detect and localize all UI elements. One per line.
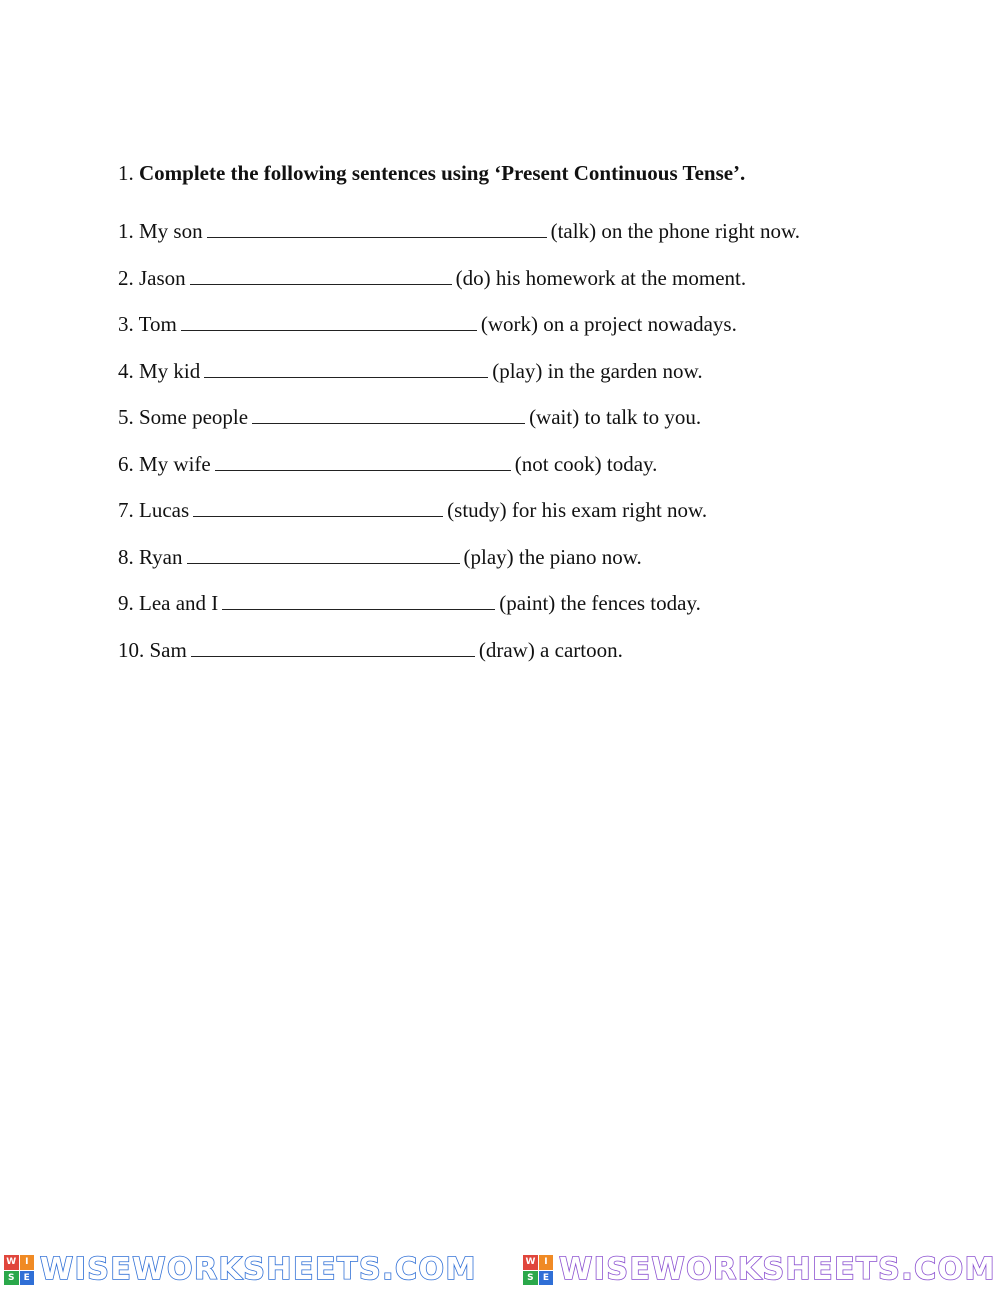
footer-banner bbox=[0, 1252, 1000, 1288]
logo-letter: I bbox=[20, 1255, 35, 1270]
question-3 bbox=[118, 310, 958, 338]
logo-letter: E bbox=[539, 1271, 554, 1286]
answer-blank-5[interactable] bbox=[252, 404, 525, 424]
logo-squares-icon bbox=[4, 1255, 34, 1285]
question-suffix: (work) on a project nowadays. bbox=[480, 312, 737, 336]
question-prefix: 6. My wife bbox=[118, 451, 211, 476]
answer-blank-6[interactable] bbox=[215, 451, 511, 471]
instruction-text: Complete the following sentences using ‘Present Continuous Tense’. bbox=[139, 161, 746, 185]
answer-blank-1[interactable] bbox=[207, 218, 547, 238]
question-list bbox=[118, 217, 958, 664]
question-prefix: 2. Jason bbox=[118, 265, 186, 290]
question-6 bbox=[118, 450, 958, 478]
logo-letter: E bbox=[20, 1271, 35, 1286]
brand-wordmark bbox=[559, 1252, 996, 1288]
answer-blank-9[interactable] bbox=[222, 590, 495, 610]
question-4 bbox=[118, 357, 958, 385]
question-suffix: (paint) the fences today. bbox=[499, 591, 701, 615]
logo-letter: I bbox=[539, 1255, 554, 1270]
question-prefix: 4. My kid bbox=[118, 358, 201, 383]
logo-letter: S bbox=[523, 1271, 538, 1286]
question-prefix: 8. Ryan bbox=[118, 544, 183, 569]
question-suffix: (do) his homework at the moment. bbox=[455, 265, 747, 290]
brand-text: WISEWORKSHEETS.COM bbox=[40, 1252, 477, 1287]
question-1 bbox=[118, 217, 958, 245]
answer-blank-7[interactable] bbox=[193, 497, 443, 517]
question-suffix: (not cook) today. bbox=[514, 451, 658, 476]
question-prefix: 7. Lucas bbox=[118, 498, 190, 522]
question-prefix: 9. Lea and I bbox=[118, 591, 219, 615]
logo-squares-icon bbox=[523, 1255, 553, 1285]
question-7 bbox=[118, 496, 958, 524]
question-8 bbox=[118, 543, 958, 571]
answer-blank-8[interactable] bbox=[187, 544, 460, 564]
brand-wordmark bbox=[40, 1252, 477, 1288]
question-prefix: 10. Sam bbox=[118, 637, 187, 662]
question-2 bbox=[118, 264, 958, 292]
question-10 bbox=[118, 636, 958, 664]
question-9 bbox=[118, 589, 958, 617]
instruction-heading bbox=[118, 158, 958, 188]
answer-blank-10[interactable] bbox=[191, 637, 475, 657]
logo-letter: W bbox=[523, 1255, 538, 1270]
question-5 bbox=[118, 403, 958, 431]
question-suffix: (wait) to talk to you. bbox=[529, 405, 702, 429]
question-prefix: 1. My son bbox=[118, 219, 203, 243]
answer-blank-4[interactable] bbox=[204, 358, 488, 378]
brand-logo-repeat bbox=[523, 1252, 996, 1288]
brand-logo bbox=[4, 1252, 477, 1288]
answer-blank-2[interactable] bbox=[190, 265, 452, 285]
brand-text: WISEWORKSHEETS.COM bbox=[559, 1252, 996, 1287]
logo-letter: W bbox=[4, 1255, 19, 1270]
question-suffix: (draw) a cartoon. bbox=[478, 637, 623, 662]
instruction-number: 1. bbox=[118, 161, 134, 185]
question-suffix: (play) the piano now. bbox=[463, 544, 642, 569]
answer-blank-3[interactable] bbox=[181, 311, 477, 331]
worksheet bbox=[118, 158, 958, 682]
question-prefix: 3. Tom bbox=[118, 312, 177, 336]
question-prefix: 5. Some people bbox=[118, 405, 249, 429]
question-suffix: (talk) on the phone right now. bbox=[550, 219, 801, 243]
question-suffix: (study) for his exam right now. bbox=[447, 498, 708, 522]
logo-letter: S bbox=[4, 1271, 19, 1286]
question-suffix: (play) in the garden now. bbox=[492, 358, 703, 383]
